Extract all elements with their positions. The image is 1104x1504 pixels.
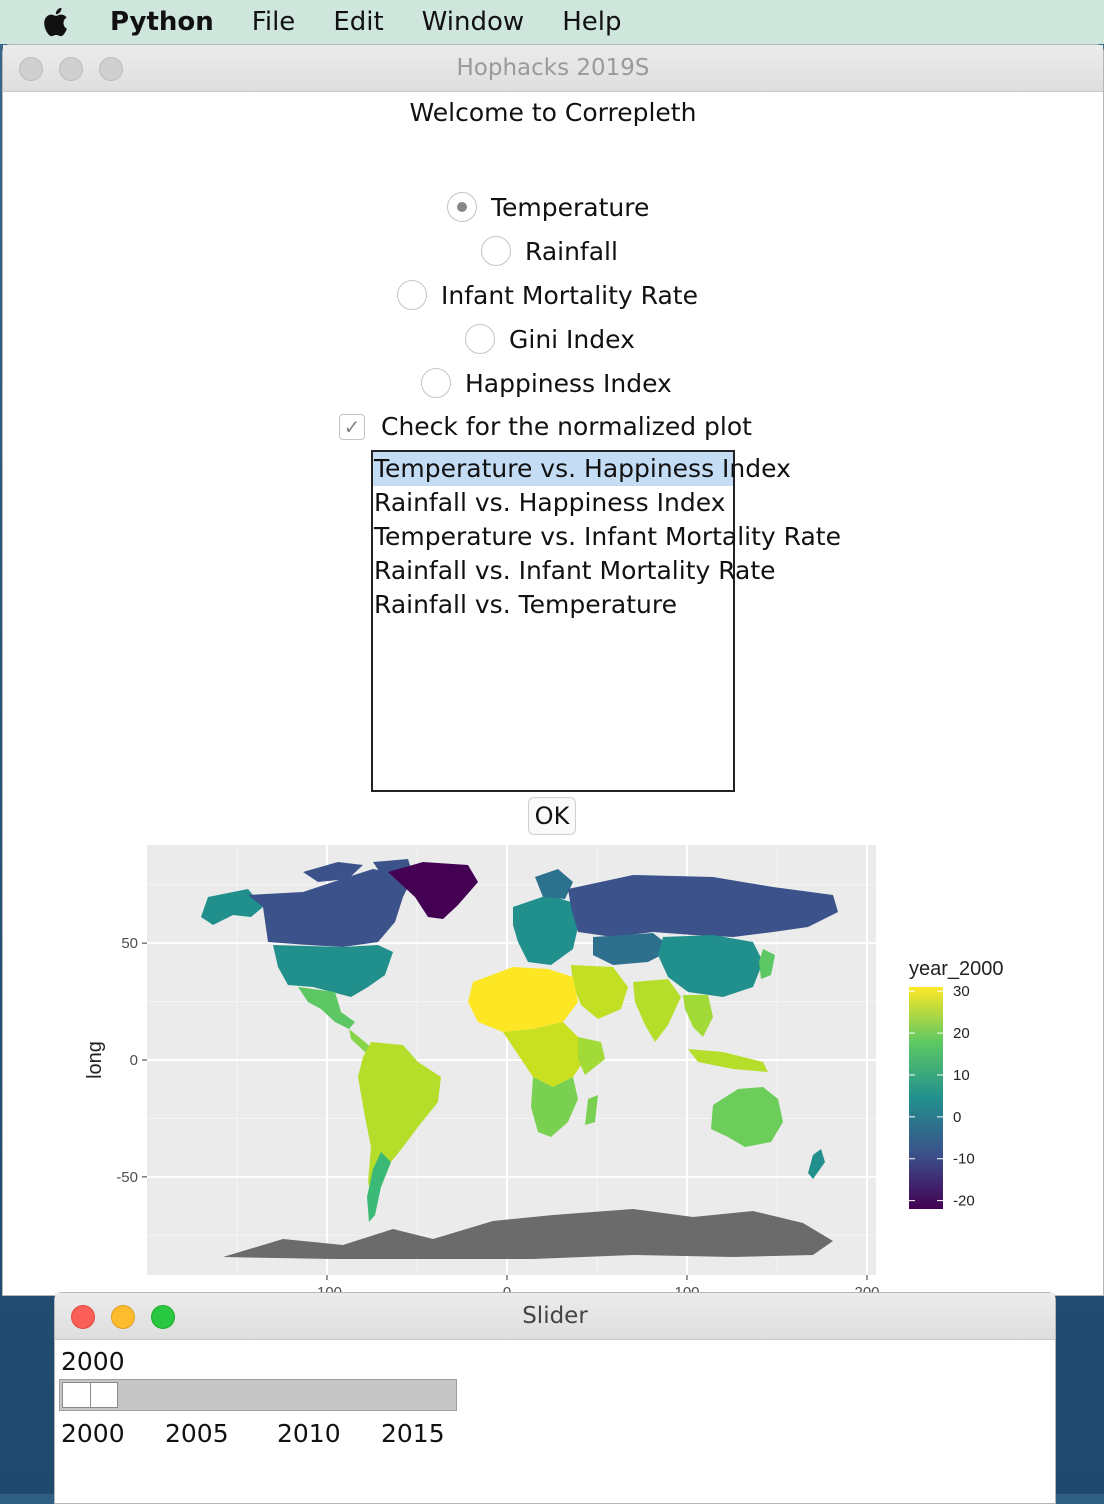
- y-tick-label: 50: [121, 935, 138, 953]
- radio-infant-mortality[interactable]: [397, 280, 698, 310]
- radio-rainfall[interactable]: [481, 236, 618, 266]
- radio-button-icon[interactable]: [397, 280, 427, 310]
- radio-gini-index-label: Gini Index: [509, 324, 635, 354]
- legend-tick-label: -10: [953, 1150, 975, 1168]
- main-window: [2, 44, 1104, 1296]
- year-slider-thumb[interactable]: [62, 1382, 118, 1408]
- radio-button-icon[interactable]: [481, 236, 511, 266]
- slider-tick-label: 2000: [61, 1419, 125, 1448]
- close-window-button[interactable]: [71, 1305, 95, 1329]
- normalize-checkbox-row[interactable]: [339, 412, 752, 441]
- menu-file[interactable]: File: [251, 7, 296, 37]
- ok-button[interactable]: OK: [528, 797, 576, 835]
- radio-infant-mortality-label: Infant Mortality Rate: [441, 280, 698, 310]
- radio-button-icon[interactable]: [421, 368, 451, 398]
- close-window-button[interactable]: [19, 57, 43, 81]
- legend-tick-label: 0: [953, 1108, 962, 1126]
- radio-happiness-index[interactable]: [421, 368, 672, 398]
- welcome-heading: Welcome to Correpleth: [409, 98, 697, 127]
- plot-list-item[interactable]: Temperature vs. Happiness Index: [373, 452, 733, 486]
- slider-tick-label: 2015: [381, 1419, 445, 1448]
- normalize-checkbox-label: Check for the normalized plot: [381, 412, 752, 441]
- normalize-checkbox[interactable]: [339, 414, 365, 440]
- radio-rainfall-label: Rainfall: [525, 236, 618, 266]
- menu-bar: [0, 0, 1104, 44]
- radio-button-icon[interactable]: [465, 324, 495, 354]
- legend-title: year_2000: [909, 958, 1004, 980]
- slider-window-titlebar[interactable]: [55, 1293, 1055, 1340]
- menu-edit[interactable]: Edit: [333, 7, 384, 37]
- y-axis-title: long: [84, 1041, 106, 1079]
- radio-gini-index[interactable]: [465, 324, 635, 354]
- main-window-title: Hophacks 2019S: [456, 55, 650, 81]
- main-window-titlebar[interactable]: [3, 45, 1103, 92]
- choropleth-map-figure: [73, 837, 1043, 1337]
- plot-list-item[interactable]: Temperature vs. Infant Mortality Rate: [374, 522, 841, 551]
- legend-tick-label: 30: [953, 983, 970, 1001]
- apple-icon[interactable]: [0, 0, 110, 44]
- slider-tick-label: 2005: [165, 1419, 229, 1448]
- slider-window: [54, 1292, 1056, 1504]
- y-tick-label: 0: [129, 1052, 138, 1069]
- year-slider-track[interactable]: [59, 1379, 457, 1411]
- checkmark-icon: ✓: [343, 414, 361, 439]
- y-tick-label: -50: [116, 1168, 138, 1186]
- legend-tick-label: 10: [953, 1066, 970, 1084]
- minimize-window-button[interactable]: [111, 1305, 135, 1329]
- plot-type-listbox[interactable]: [371, 450, 841, 792]
- radio-button-icon[interactable]: [447, 192, 477, 222]
- slider-window-title: Slider: [522, 1303, 588, 1329]
- legend-colorbar: [909, 987, 943, 1209]
- zoom-window-button[interactable]: [99, 57, 123, 81]
- plot-list-item[interactable]: Rainfall vs. Happiness Index: [374, 488, 726, 517]
- radio-happiness-index-label: Happiness Index: [465, 368, 672, 398]
- minimize-window-button[interactable]: [59, 57, 83, 81]
- y-axis: [116, 935, 147, 1186]
- menu-window[interactable]: Window: [421, 7, 525, 37]
- radio-temperature[interactable]: [447, 192, 649, 222]
- color-legend: [909, 958, 1004, 1210]
- menu-app-name[interactable]: Python: [110, 7, 214, 37]
- plot-list-item[interactable]: Rainfall vs. Infant Mortality Rate: [374, 556, 776, 585]
- year-value-readout: 2000: [61, 1347, 125, 1376]
- zoom-window-button[interactable]: [151, 1305, 175, 1329]
- legend-tick-label: 20: [953, 1025, 970, 1043]
- menu-help[interactable]: Help: [562, 7, 622, 37]
- legend-tick-label: -20: [953, 1192, 975, 1210]
- plot-list-item[interactable]: Rainfall vs. Temperature: [374, 590, 677, 619]
- radio-temperature-label: Temperature: [491, 192, 650, 222]
- slider-tick-label: 2010: [277, 1419, 341, 1448]
